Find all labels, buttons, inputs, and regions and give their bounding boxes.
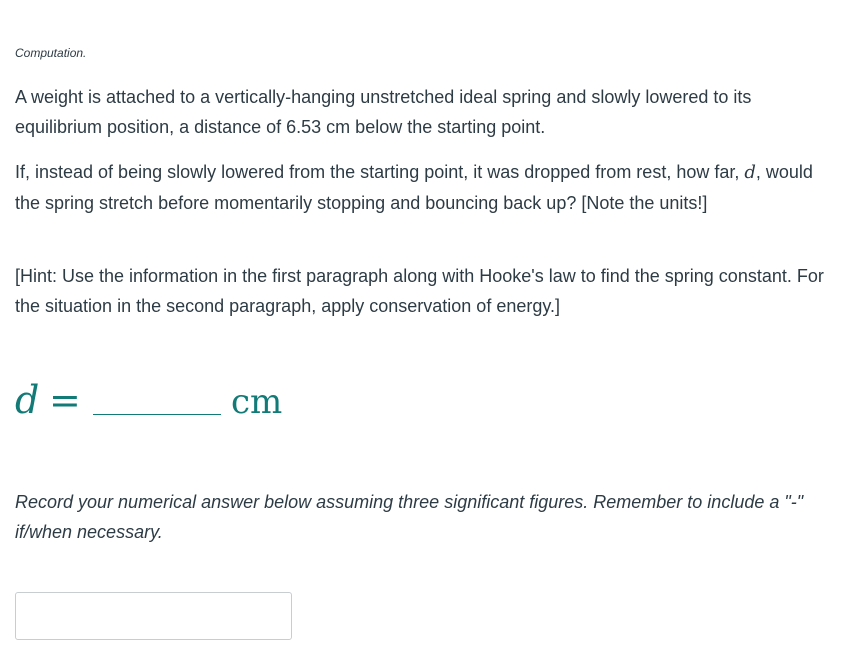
inline-variable-d: d <box>744 162 756 183</box>
equation-variable: d <box>15 378 40 422</box>
paragraph-hint: [Hint: Use the information in the first paragraph along with Hooke's law to find the spring constant. For the situation in the second paragraph, apply conservation of energy.] <box>15 266 824 316</box>
equation-unit: cm <box>231 382 283 422</box>
paragraph-setup: A weight is attached to a vertically-hanging unstretched ideal spring and slowly lowered to its equilibrium position, a distance of 6.53 cm below the starting point. <box>15 87 752 137</box>
paragraph-question <box>15 157 835 218</box>
answer-input[interactable] <box>15 592 292 640</box>
instructions-text: Record your numerical answer below assuming three significant figures. Remember to include a "-" if/when necessary. <box>15 492 804 542</box>
paragraph-question-end: , would the spring stretch before momentarily stopping and bouncing back up? [Note the units!] <box>15 162 813 213</box>
equation-blank <box>93 414 221 415</box>
paragraph-question-start: If, instead of being slowly lowered from the starting point, it was dropped from rest, how far, <box>15 162 740 182</box>
question-type-label: Computation. <box>15 46 87 60</box>
equation-equals: = <box>49 378 81 422</box>
